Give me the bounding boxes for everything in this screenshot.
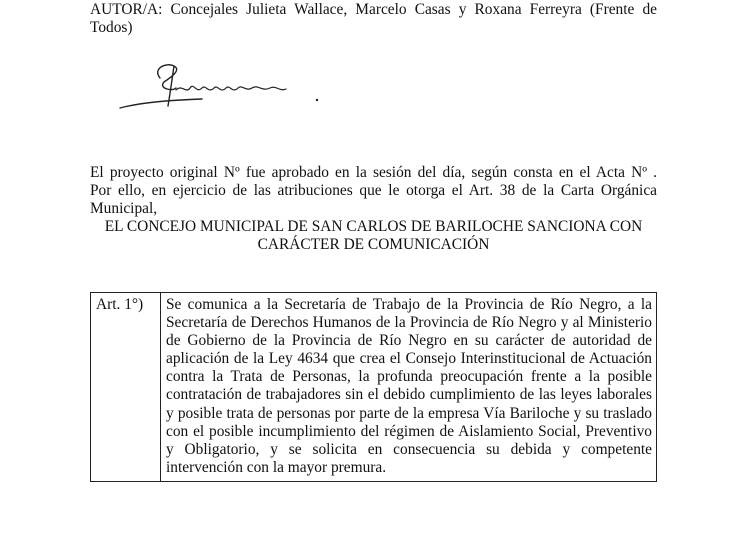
intro-line-2: Por ello, en ejercicio de las atribuciones que le otorga el Art. 38 de la Carta Orgánica [90, 182, 657, 199]
resolution-heading [90, 218, 657, 254]
signature-image [112, 54, 342, 116]
article-text: Se comunica a la Secretaría de Trabajo de la Provincia de Río Negro, a la Secretaría de Derechos Humanos de la Provincia de Río Negro y al Ministerio de Gobierno de la Provincia de Río Negro en su carácter de autoridad de aplicación de la Ley 4634 que crea el Consejo Interinstitucional de Actuación contra la Trata de Personas, la profunda preocupación frente a la posible contratación de trabajadores sin el debido cumplimiento de las leyes laborales y posible trata de personas por parte de la empresa Vía Bariloche y su traslado con el posible incumplimiento del régimen de Aislamiento Social, Preventivo y Obligatorio, y se solicita en consecuencia su debida y competente intervención con la mayor premura. [161, 293, 657, 482]
articles-table [90, 292, 657, 482]
article-row [91, 293, 657, 482]
heading-line-1: EL CONCEJO MUNICIPAL DE SAN CARLOS DE BARILOCHE SANCIONA CON [104, 218, 643, 235]
author-line-1: AUTOR/A: Concejales Julieta Wallace, Marcelo Casas y Roxana Ferreyra (Frente de [90, 1, 657, 18]
intro-line-1: El proyecto original Nº fue aprobado en la sesión del día, según consta en el Acta Nº . [90, 164, 657, 181]
article-number: Art. 1°) [91, 293, 161, 482]
intro-paragraph [90, 164, 657, 218]
author-line-2: Todos) [90, 19, 133, 36]
heading-line-2: CARÁCTER DE COMUNICACIÓN [257, 236, 490, 253]
intro-line-3: Municipal, [90, 200, 158, 217]
author-line [90, 1, 657, 37]
